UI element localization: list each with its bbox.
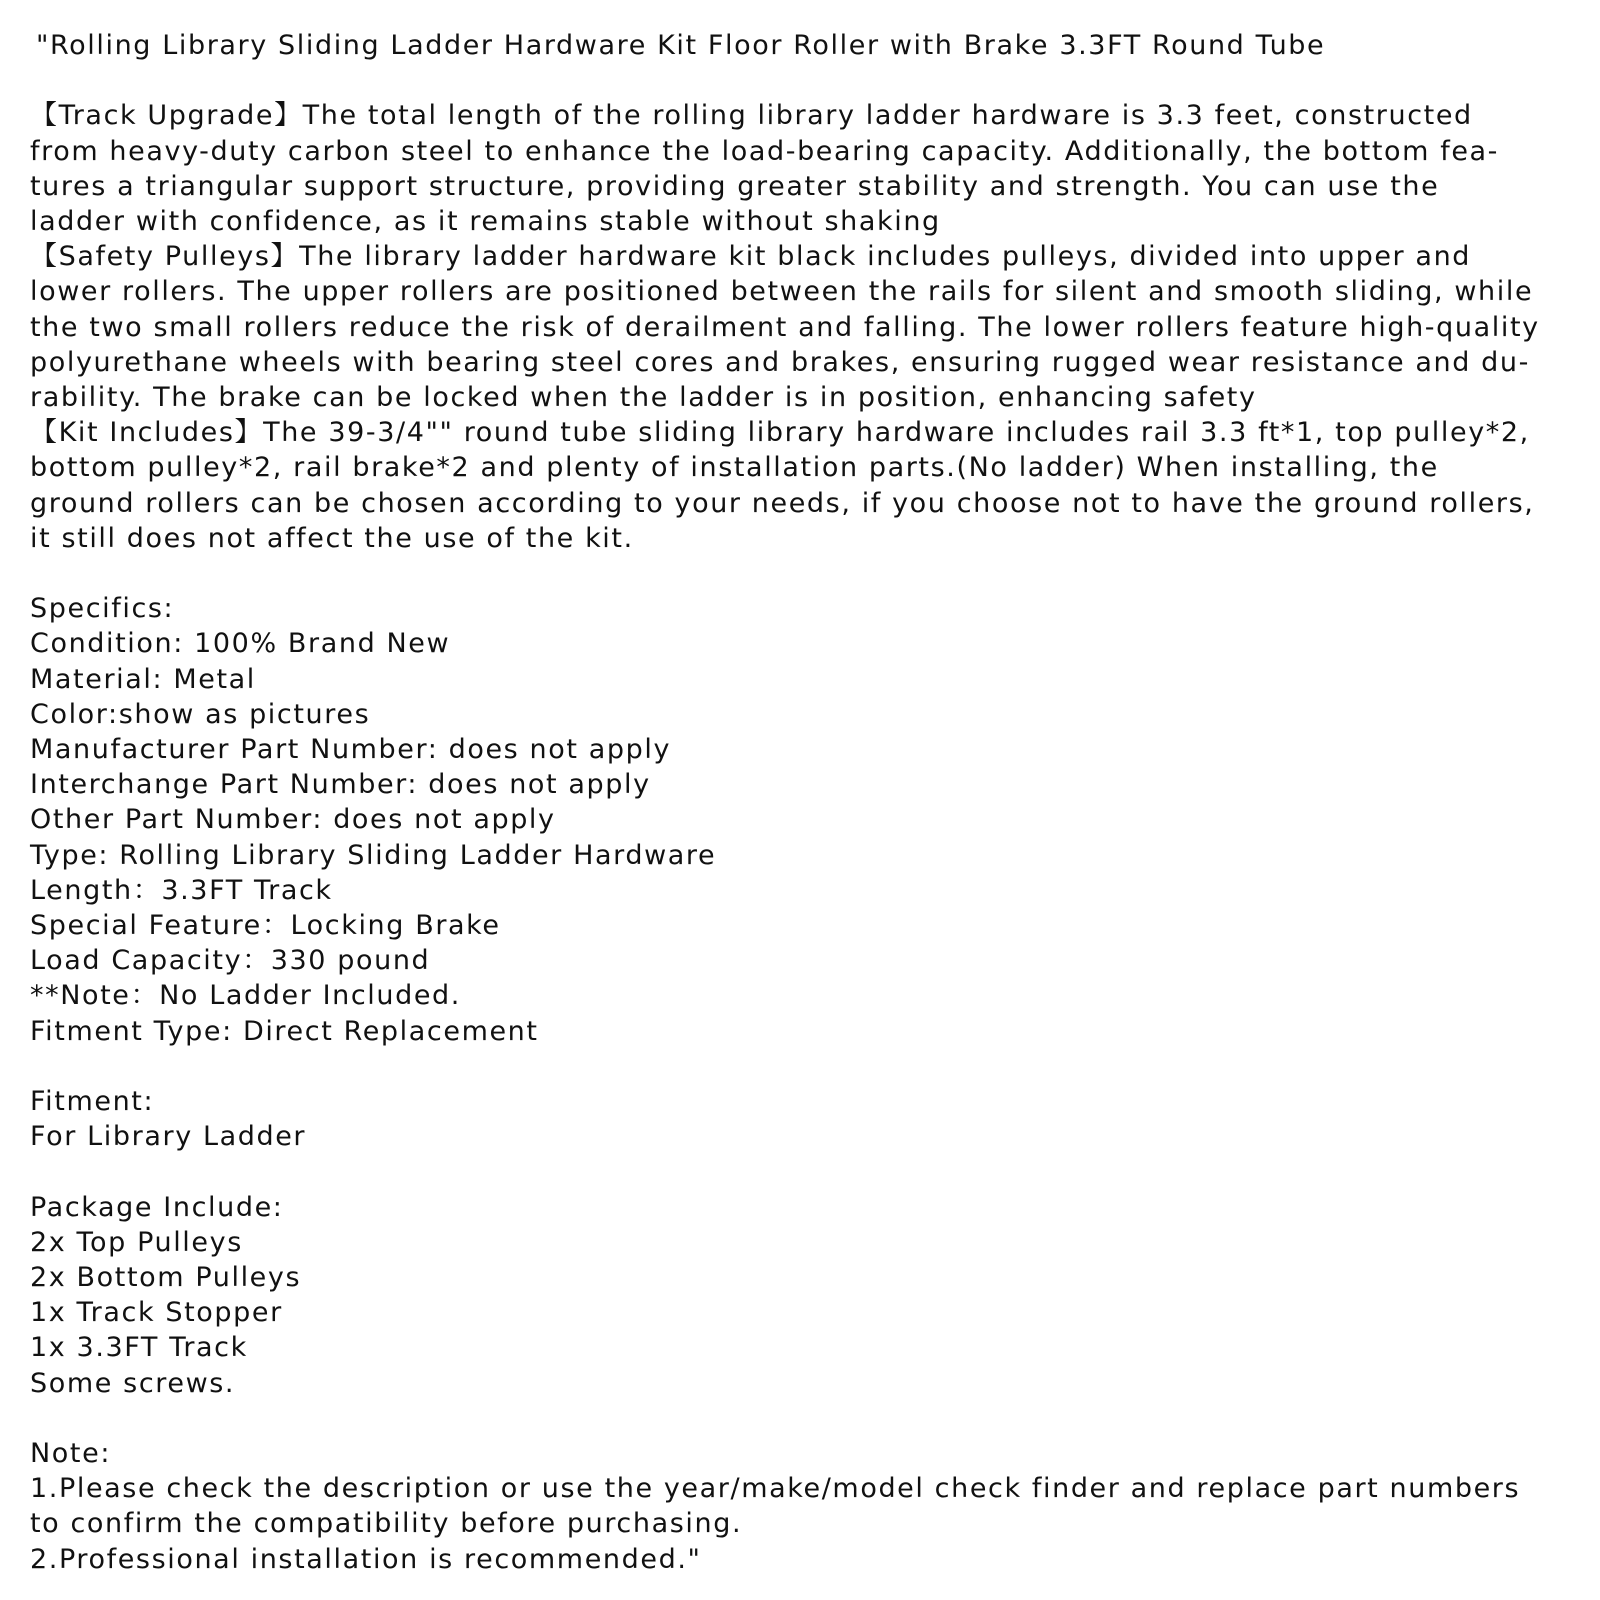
intro-line: 【Kit Includes】The 39-3/4"" round tube sliding library hardware includes rail 3.3 ft*1, top pulley*2, [30,417,1530,449]
specifics-item: Length：3.3FT Track [30,874,333,906]
intro-line: lower rollers. The upper rollers are positioned between the rails for silent and smooth sliding, while [30,276,1534,308]
specifics-item: Condition: 100% Brand New [30,628,451,660]
document-title: "Rolling Library Sliding Ladder Hardware Kit Floor Roller with Brake 3.3FT Round Tube [36,30,1326,61]
spacer [30,1401,1580,1436]
package-heading: Package Include: [30,1191,284,1223]
intro-line: it still does not affect the use of the kit. [30,522,634,554]
specifics-item: Type: Rolling Library Sliding Ladder Hardware [30,839,717,871]
intro-line: ground rollers can be chosen according to your needs, if you choose not to have the ground rollers, [30,487,1535,519]
intro-line: ladder with confidence, as it remains stable without shaking [30,206,941,237]
intro-line: tures a triangular support structure, providing greater stability and strength. You can use the [30,170,1440,202]
product-description-document [30,28,1580,1577]
package-item: Some screws. [30,1367,236,1399]
specifics-item: Special Feature：Locking Brake [30,910,501,942]
specifics-item: Fitment Type: Direct Replacement [30,1015,539,1047]
intro-line: polyurethane wheels with bearing steel cores and brakes, ensuring rugged wear resistance and du- [30,346,1530,378]
package-item: 2x Bottom Pulleys [30,1262,302,1294]
package-item: 2x Top Pulleys [30,1226,243,1258]
spacer [30,1049,1580,1084]
note-item: to confirm the compatibility before purchasing. [30,1508,743,1540]
package-item: 1x 3.3FT Track [30,1332,248,1364]
specifics-heading: Specifics: [30,593,175,625]
fitment-heading: Fitment: [30,1086,155,1118]
spacer [30,556,1580,591]
specifics-item: Other Part Number: does not apply [30,804,556,836]
fitment-item: For Library Ladder [30,1121,307,1153]
intro-line: 【Safety Pulleys】The library ladder hardware kit black includes pulleys, divided into upper and [30,241,1472,273]
specifics-item: Interchange Part Number: does not apply [30,769,651,801]
specifics-item: Color:show as pictures [30,698,371,730]
note-item: 2.Professional installation is recommended." [30,1543,702,1575]
intro-line: the two small rollers reduce the risk of derailment and falling. The lower rollers feature high-quality [30,311,1540,343]
spacer [30,63,1580,98]
intro-line: 【Track Upgrade】The total length of the rolling library ladder hardware is 3.3 feet, constructed [30,100,1473,132]
specifics-item: Material: Metal [30,663,256,695]
spacer [30,1154,1580,1189]
specifics-item: Load Capacity：330 pound [30,945,431,977]
note-item: 1.Please check the description or use the year/make/model check finder and replace part numbers [30,1473,1521,1505]
package-item: 1x Track Stopper [30,1297,283,1329]
intro-line: rability. The brake can be locked when the ladder is in position, enhancing safety [30,382,1257,414]
intro-line: from heavy-duty carbon steel to enhance the load-bearing capacity. Additionally, the bottom fea- [30,135,1500,167]
note-heading: Note: [30,1438,112,1470]
specifics-item: **Note：No Ladder Included. [30,980,461,1012]
intro-line: bottom pulley*2, rail brake*2 and plenty of installation parts.(No ladder) When installing, the [30,452,1439,484]
specifics-item: Manufacturer Part Number: does not apply [30,734,672,766]
